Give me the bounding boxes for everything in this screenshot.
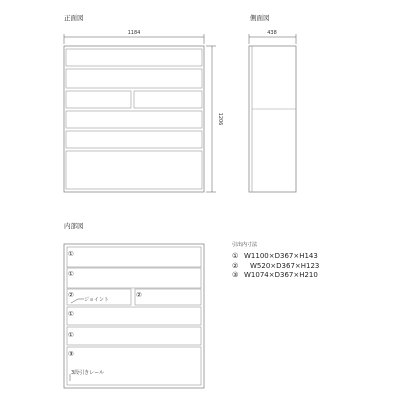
- front-drawer-1: [66, 49, 202, 66]
- front-width-dimension: [64, 30, 204, 44]
- spec-value-2: W520×D367×H123: [250, 262, 320, 270]
- front-drawer-3-right: [134, 91, 202, 108]
- interior-drawer-3-right: [135, 289, 201, 305]
- spec-mark-3: ③: [232, 271, 239, 279]
- front-drawer-4: [66, 111, 202, 128]
- interior-drawer-6: [67, 347, 201, 385]
- front-height-dimension: [206, 46, 223, 192]
- front-width-label: 1184: [127, 30, 141, 36]
- front-view-title: 正面図: [64, 14, 84, 22]
- side-depth-label: 438: [267, 30, 277, 36]
- front-cabinet-outline: [64, 46, 204, 192]
- front-drawer-5: [66, 131, 202, 148]
- interior-mark-4: ②: [136, 291, 142, 299]
- interior-drawer-5: [67, 327, 201, 345]
- front-drawer-6: [66, 151, 202, 189]
- interior-drawers: [67, 247, 201, 385]
- interior-mark-5: ①: [68, 310, 74, 318]
- side-cabinet-outline: [249, 46, 296, 192]
- interior-view-title: 内部図: [64, 222, 84, 230]
- front-height-label: 1206: [217, 112, 223, 126]
- spec-list: [232, 252, 319, 279]
- spec-value-1: W1100×D367×H143: [244, 252, 318, 260]
- side-depth-dimension: [249, 30, 296, 44]
- rail-callout: [70, 369, 104, 381]
- joint-callout: [71, 297, 109, 303]
- interior-cabinet-outline: [64, 244, 204, 388]
- spec-value-3: W1074×D367×H210: [244, 271, 318, 279]
- front-drawer-2: [66, 69, 202, 88]
- rail-label: 3段引きレール: [71, 370, 105, 376]
- interior-drawer-2: [67, 268, 201, 288]
- interior-drawer-1: [67, 247, 201, 267]
- front-drawer-3-left: [66, 91, 131, 108]
- interior-mark-7: ③: [68, 350, 74, 358]
- spec-mark-1: ①: [232, 252, 239, 260]
- interior-mark-2: ①: [68, 270, 74, 278]
- side-view-title: 側面図: [250, 14, 270, 22]
- joint-label: ジョイント: [84, 297, 109, 303]
- front-drawers: [66, 49, 202, 189]
- spec-title: 引出内寸法: [232, 242, 258, 248]
- spec-mark-2: ②: [232, 262, 239, 270]
- interior-drawer-4: [67, 307, 201, 325]
- interior-mark-6: ①: [68, 331, 74, 339]
- interior-mark-1: ①: [68, 250, 74, 258]
- interior-mark-3: ②: [68, 291, 74, 299]
